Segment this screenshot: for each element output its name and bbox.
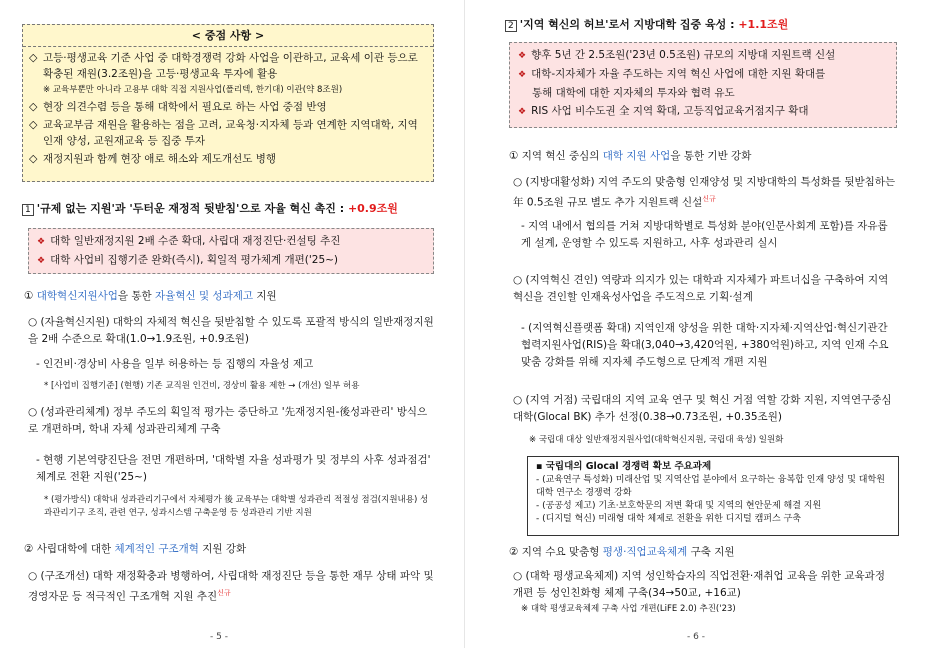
subheading-text: 지역 혁신 중심의: [521, 150, 603, 162]
diamond-bullet-icon: ❖: [518, 51, 527, 61]
paragraph-text: 현행 기본역량진단을 전면 개편하며, '대학별 자율 성과평가 및 정부의 사후 성과점검' 체계로 전환 지원('25~): [36, 454, 431, 483]
summary-item: [518, 46, 888, 65]
key-item-note: ※ 교육부뿐만 아니라 고용부 대학 직접 지원사업(폴리텍, 한기대) 이관(약 8조원): [43, 85, 343, 95]
section-2-heading: [505, 16, 788, 32]
paragraph-text: 지역 내에서 협의를 거쳐 지방대학별로 특성화 분야(인문사회계 포함)를 자유롭게 설계, 운영할 수 있도록 지원하고, 사후 성과관리 실시: [521, 220, 888, 249]
dash-bullet-icon: -: [521, 220, 529, 232]
footnote: * (평가방식) 대학내 성과관리기구에서 자체평가 後 교육부는 대학별 성과관리 적절성 점검(지원내용) 성과관리기구 조직, 관련 연구, 성과시스템 구축운영 등 성과관리 기반 지원: [44, 495, 429, 518]
section-title: '지역 혁신의 허브'로서 지방대학 집중 육성 :: [519, 18, 735, 31]
diamond-bullet-icon: ◇: [29, 118, 38, 131]
paragraph-text: 인건비·경상비 사용을 일부 허용하는 등 집행의 자율성 제고: [43, 358, 314, 370]
bullet-paragraph: [28, 568, 436, 606]
key-item: [29, 99, 427, 115]
dash-paragraph: [521, 218, 897, 252]
dash-paragraph: [521, 320, 897, 371]
bullet-paragraph: [513, 174, 897, 212]
subheading-marker: ②: [24, 543, 34, 555]
paragraph-text: (지역 거점) 국립대의 지역 교육 연구 및 혁신 거점 역할 강화 지원, 지역연구중심대학(Glocal BK) 추가 선정(0.38→0.73조원, +0.35조원): [513, 394, 892, 423]
bullet-paragraph: [28, 314, 436, 348]
subheading-marker: ②: [509, 546, 519, 558]
subheading-2: [509, 544, 897, 561]
summary-item: [518, 65, 888, 84]
subheading-1: [509, 148, 897, 165]
summary-box: [509, 42, 897, 128]
key-points-title: < 중점 사항 >: [23, 25, 433, 47]
page-6: [465, 0, 930, 648]
paragraph-text: (구조개선) 대학 재정확충과 병행하여, 사립대학 재정진단 등을 통한 재무 상태 파악 및 경영자문 등 적극적인 구조개혁 지원 추진: [28, 570, 434, 603]
key-item: [29, 50, 427, 82]
section-title: '규제 없는 지원'과 '두터운 재정적 뒷받침'으로 자율 혁신 촉진 :: [36, 202, 345, 215]
bullet-paragraph: [28, 404, 436, 438]
subheading-marker: ①: [24, 290, 34, 302]
subheading-text: 을 통한: [117, 290, 156, 302]
paragraph-text: (지역혁신플랫폼 확대) 지역인재 양성을 위한 대학·지자체·지역산업·혁신기관간 협력지원사업(RIS)을 확대(3,040→3,420억원, +380억원)하고, 지역 인재 수요 맞춤 강화를 위해 지자체 주도형으로 단계적 개편 지원: [521, 322, 889, 368]
summary-text: 향후 5년 간 2.5조원('23년 0.5조원) 규모의 지방대 지원트랙 신설: [531, 49, 836, 61]
new-badge: 신규: [217, 589, 231, 597]
summary-item: [37, 232, 425, 251]
dash-paragraph: [36, 452, 436, 486]
dash-paragraph: [36, 356, 436, 373]
bullet-paragraph: [513, 392, 897, 426]
page-number: - 6 -: [687, 632, 705, 642]
diamond-bullet-icon: ◇: [29, 51, 38, 64]
diamond-bullet-icon: ❖: [37, 237, 46, 247]
paragraph-text: (성과관리체계) 정부 주도의 획일적 평가는 중단하고 '先재정지원-後성과관리' 방식으로 개편하며, 학내 자체 성과관리체계 구축: [28, 406, 428, 435]
circle-bullet-icon: ○: [513, 570, 526, 582]
glocal-task-item: - (공공성 제고) 기초·보호학문의 저변 확대 및 지역의 현안문제 해결 지원: [536, 501, 822, 511]
circle-bullet-icon: ○: [28, 316, 41, 328]
summary-text: 대학-지자체가 자율 주도하는 지역 혁신 사업에 대한 지원 확대를: [531, 68, 826, 80]
subheading-highlight: 평생·직업교육체계: [602, 546, 688, 558]
footnote: ※ 대학 평생교육체제 구축 사업 개편(LiFE 2.0) 추진('23): [521, 604, 736, 614]
subheading-text: 사립대학에 대한: [36, 543, 115, 555]
section-1-heading: [22, 200, 398, 216]
summary-text: RIS 사업 비수도권 全 지역 확대, 고등직업교육거점지구 확대: [531, 105, 809, 117]
circle-bullet-icon: ○: [513, 274, 526, 286]
subheading-marker: ①: [509, 150, 519, 162]
subheading-text: 지역 수요 맞춤형: [521, 546, 603, 558]
summary-item-continued: 통해 대학에 대한 지자체의 투자와 협력 유도: [532, 87, 735, 99]
footnote: ※ 국립대 대상 일반재정지원사업(대학혁신지원, 국립대 육성) 일원화: [529, 435, 784, 445]
key-item-text: 재정지원과 함께 현장 애로 해소와 제도개선도 병행: [43, 153, 277, 165]
diamond-bullet-icon: ❖: [37, 256, 46, 266]
subheading-highlight: 체계적인 구조개혁: [114, 543, 199, 555]
key-item: [29, 117, 427, 149]
subheading-1: [24, 288, 434, 305]
bullet-paragraph: [513, 272, 897, 306]
dash-bullet-icon: -: [36, 454, 44, 466]
bullet-paragraph: [513, 568, 897, 602]
subheading-highlight: 대학 지원 사업: [602, 150, 671, 162]
circle-bullet-icon: ○: [28, 406, 41, 418]
glocal-tasks-title: ▪ 국립대의 Glocal 경쟁력 확보 주요과제: [536, 461, 712, 472]
subheading-text: 지원 강화: [198, 543, 247, 555]
diamond-bullet-icon: ❖: [518, 70, 527, 80]
summary-item: [518, 102, 888, 121]
paragraph-text: (지방대활성화) 지역 주도의 맞춤형 인재양성 및 지방대학의 특성화를 뒷받침하는 年 0.5조원 규모 별도 추가 지원트랙 신설: [513, 176, 896, 209]
summary-box: [28, 228, 434, 274]
subheading-text: 을 통한 기반 강화: [670, 150, 752, 162]
dash-bullet-icon: -: [521, 322, 529, 334]
section-number: 2: [505, 20, 517, 32]
dash-bullet-icon: -: [36, 358, 44, 370]
summary-text: 대학 일반재정지원 2배 수준 확대, 사립대 재정진단·컨설팅 추진: [50, 235, 341, 247]
glocal-task-item: - (교육연구 특성화) 미래산업 및 지역산업 분야에서 요구하는 융복합 인재 양성 및 대학원대학 연구소 경쟁력 강화: [536, 475, 885, 498]
key-item: [29, 151, 427, 167]
circle-bullet-icon: ○: [28, 570, 41, 582]
key-points-box: [22, 24, 434, 182]
subheading-text: 구축 지원: [687, 546, 735, 558]
diamond-bullet-icon: ❖: [518, 107, 527, 117]
subheading-text: 지원: [253, 290, 277, 302]
new-badge: 신규: [702, 195, 716, 203]
circle-bullet-icon: ○: [513, 176, 526, 188]
paragraph-text: (자율혁신지원) 대학의 자체적 혁신을 뒷받침할 수 있도록 포괄적 방식의 일반재정지원을 2배 수준으로 확대(1.0→1.9조원, +0.9조원): [28, 316, 434, 345]
diamond-bullet-icon: ◇: [29, 152, 38, 165]
glocal-task-item: - (디지털 혁신) 미래형 대학 체제로 전환을 위한 디지털 캠퍼스 구축: [536, 514, 801, 524]
paragraph-text: (대학 평생교육체제) 지역 성인학습자의 직업전환·재취업 교육을 위한 교육과정 개편 등 성인친화형 체제 구축(34→50교, +16교): [513, 570, 885, 599]
diamond-bullet-icon: ◇: [29, 100, 38, 113]
circle-bullet-icon: ○: [513, 394, 526, 406]
key-item-text: 고등·평생교육 기준 사업 중 대학경쟁력 강화 사업을 이관하고, 교육세 이관 등으로 확충된 재원(3.2조원)을 고등·평생교육 투자에 활용: [43, 52, 418, 80]
summary-item: [37, 251, 425, 270]
key-item-text: 현장 의견수렴 등을 통해 대학에서 필요로 하는 사업 중점 반영: [43, 101, 327, 113]
subheading-highlight: 대학혁신지원사업: [36, 290, 118, 302]
footnote: * [사업비 집행기준] (현행) 기존 교직원 인건비, 경상비 활용 제한 → (개선) 일부 허용: [44, 381, 360, 391]
glocal-tasks-box: [527, 456, 899, 536]
page-number: - 5 -: [210, 632, 228, 642]
section-amount: +0.9조원: [347, 202, 398, 215]
section-number: 1: [22, 204, 34, 216]
subheading-2: [24, 541, 434, 558]
section-amount: +1.1조원: [738, 18, 789, 31]
paragraph-text: (지역혁신 견인) 역량과 의지가 있는 대학과 지자체가 파트너십을 구축하여 지역혁신을 견인할 인재육성사업을 주도적으로 기획·설계: [513, 274, 889, 303]
summary-text: 대학 사업비 집행기준 완화(즉시), 획일적 평가체계 개편('25~): [50, 254, 339, 266]
subheading-highlight: 자율혁신 및 성과제고: [155, 290, 253, 302]
key-item-text: 교육교부금 재원을 활용하는 점을 고려, 교육청·지자체 등과 연계한 지역대학, 지역인재 양성, 교원재교육 등 집중 투자: [43, 119, 418, 147]
